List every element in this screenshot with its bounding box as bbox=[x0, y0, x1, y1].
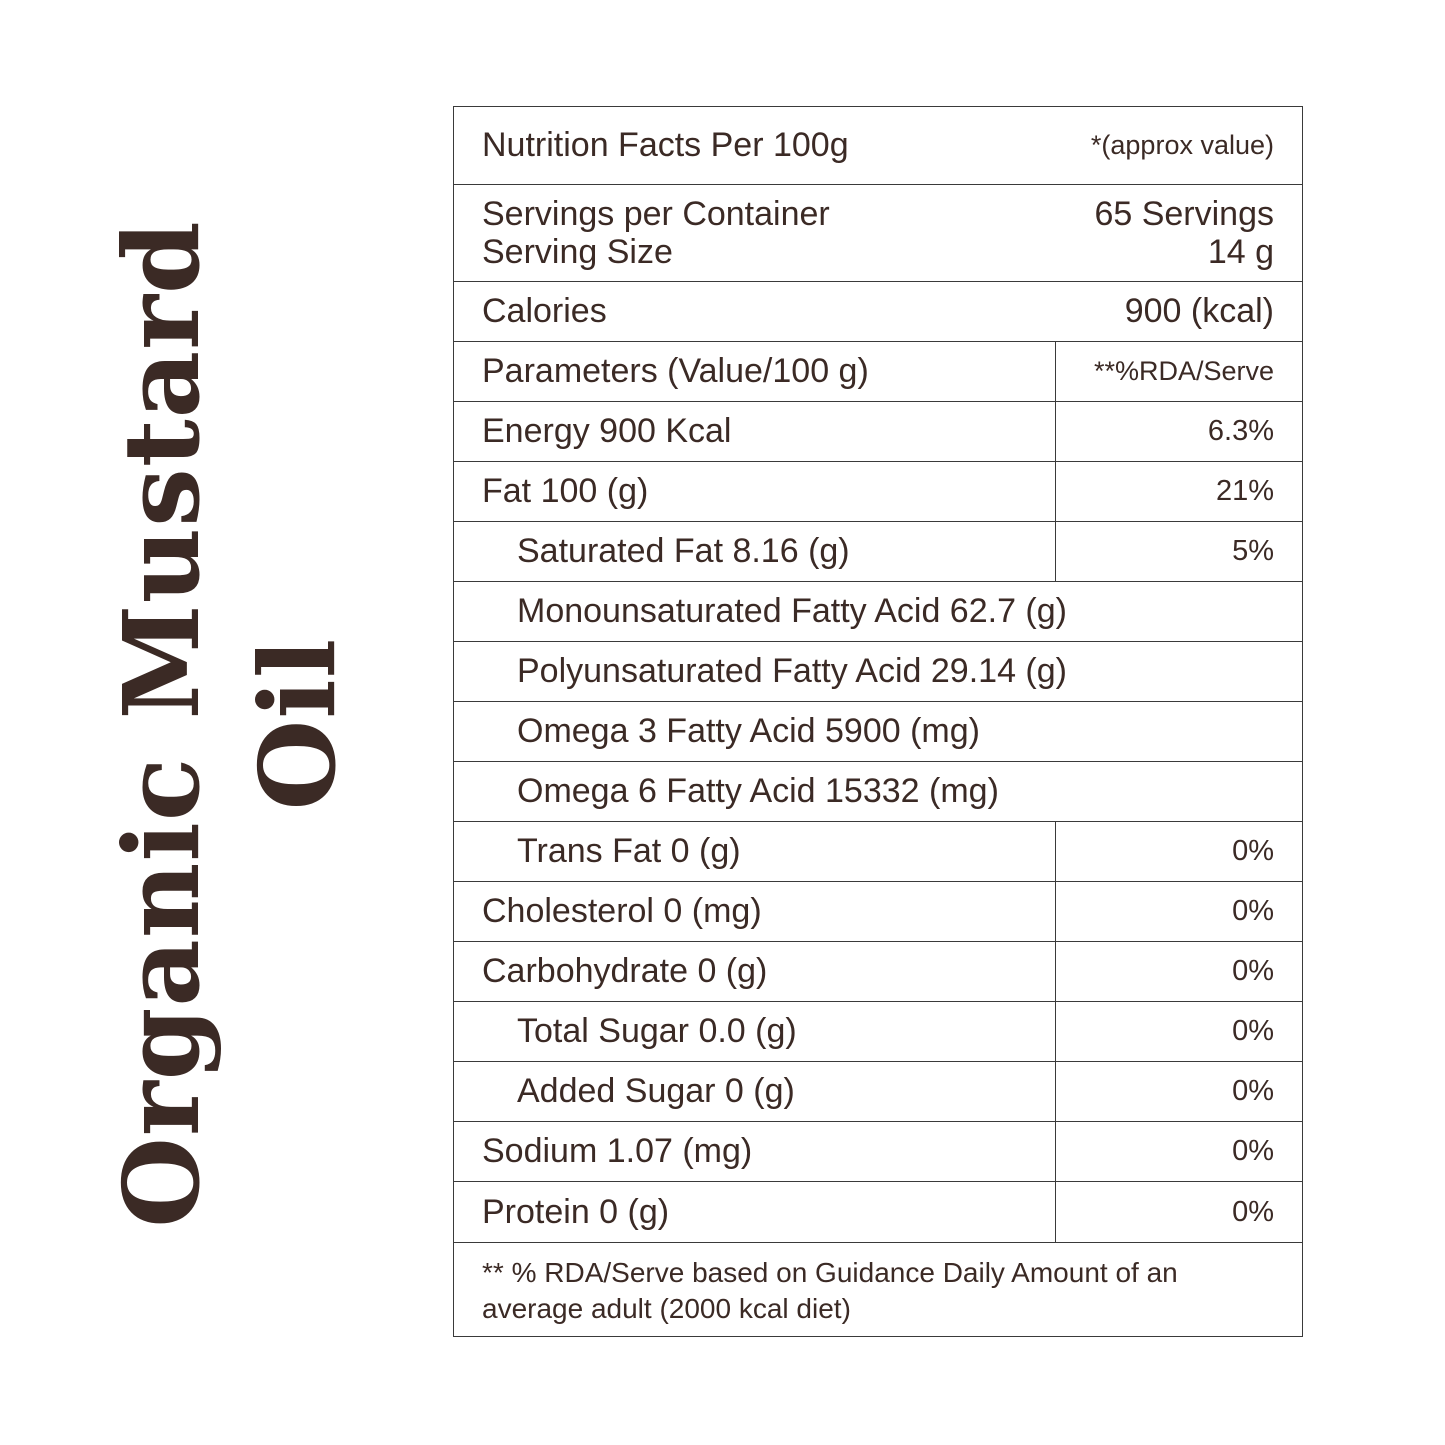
product-title bbox=[94, 124, 366, 1324]
table-row bbox=[454, 882, 1302, 942]
row-rda: 21% bbox=[1215, 475, 1274, 507]
row-label: Trans Fat 0 (g) bbox=[517, 832, 741, 870]
table-row bbox=[454, 642, 1302, 702]
table-row bbox=[454, 522, 1302, 582]
row-label: Protein 0 (g) bbox=[482, 1192, 670, 1231]
serving-size-value: 14 g bbox=[1207, 233, 1274, 271]
column-header-row bbox=[454, 342, 1302, 402]
row-rda: 0% bbox=[1232, 1135, 1274, 1167]
nutrition-heading: Nutrition Facts Per 100g bbox=[482, 126, 849, 164]
row-label: Total Sugar 0.0 (g) bbox=[517, 1012, 797, 1050]
row-rda: 0% bbox=[1232, 1195, 1274, 1228]
table-header-row bbox=[454, 107, 1302, 185]
column-divider bbox=[1055, 402, 1056, 461]
row-label: Omega 3 Fatty Acid 5900 (mg) bbox=[517, 712, 980, 750]
table-row bbox=[454, 762, 1302, 822]
row-rda: 0% bbox=[1232, 895, 1274, 927]
row-label: Sodium 1.07 (mg) bbox=[482, 1132, 753, 1170]
row-rda: 6.3% bbox=[1207, 415, 1274, 447]
table-row bbox=[454, 1182, 1302, 1243]
column-divider bbox=[1055, 1122, 1056, 1181]
servings-per-container-label: Servings per Container bbox=[482, 195, 830, 233]
row-rda: 0% bbox=[1232, 835, 1274, 867]
column-param-label: Parameters (Value/100 g) bbox=[482, 352, 869, 390]
calories-row bbox=[454, 282, 1302, 342]
row-rda: 0% bbox=[1232, 1015, 1274, 1047]
row-label: Omega 6 Fatty Acid 15332 (mg) bbox=[517, 772, 999, 810]
column-divider bbox=[1055, 1182, 1056, 1242]
table-row bbox=[454, 1002, 1302, 1062]
footnote-line1: ** % RDA/Serve based on Guidance Daily Amount of an bbox=[482, 1257, 1178, 1288]
table-row bbox=[454, 702, 1302, 762]
product-title-line1: Organic Mustard bbox=[100, 220, 223, 1228]
servings-per-container-value: 65 Servings bbox=[1094, 195, 1274, 233]
table-row bbox=[454, 1062, 1302, 1122]
row-label: Energy 900 Kcal bbox=[482, 412, 732, 450]
column-divider bbox=[1055, 882, 1056, 941]
servings-row bbox=[454, 185, 1302, 282]
column-rda-label: **%RDA/Serve bbox=[1093, 356, 1274, 386]
product-title-area bbox=[0, 0, 420, 1445]
column-divider bbox=[1055, 822, 1056, 881]
row-label: Added Sugar 0 (g) bbox=[517, 1072, 795, 1110]
column-divider bbox=[1055, 342, 1056, 401]
row-label: Fat 100 (g) bbox=[482, 472, 649, 510]
footnote bbox=[482, 1255, 1274, 1327]
row-label: Carbohydrate 0 (g) bbox=[482, 952, 768, 990]
column-divider bbox=[1055, 1002, 1056, 1061]
row-label: Monounsaturated Fatty Acid 62.7 (g) bbox=[517, 592, 1067, 630]
row-rda: 0% bbox=[1232, 955, 1274, 987]
row-rda: 0% bbox=[1232, 1075, 1274, 1107]
row-label: Cholesterol 0 (mg) bbox=[482, 892, 762, 930]
table-row bbox=[454, 942, 1302, 1002]
table-row bbox=[454, 582, 1302, 642]
footnote-line2: average adult (2000 kcal diet) bbox=[482, 1293, 851, 1324]
nutrition-table bbox=[453, 106, 1303, 1337]
table-row bbox=[454, 462, 1302, 522]
table-row bbox=[454, 822, 1302, 882]
column-divider bbox=[1055, 942, 1056, 1001]
table-row bbox=[454, 402, 1302, 462]
row-rda: 5% bbox=[1232, 535, 1274, 567]
table-row bbox=[454, 1122, 1302, 1182]
approx-note: *(approx value) bbox=[1090, 130, 1274, 160]
calories-label: Calories bbox=[482, 292, 607, 330]
serving-size-label: Serving Size bbox=[482, 233, 673, 271]
row-label: Saturated Fat 8.16 (g) bbox=[517, 532, 850, 570]
footnote-row bbox=[454, 1243, 1302, 1337]
column-divider bbox=[1055, 1062, 1056, 1121]
column-divider bbox=[1055, 462, 1056, 521]
calories-value: 900 (kcal) bbox=[1124, 292, 1274, 330]
column-divider bbox=[1055, 522, 1056, 581]
product-title-line2: Oil bbox=[236, 637, 359, 811]
row-label: Polyunsaturated Fatty Acid 29.14 (g) bbox=[517, 652, 1067, 690]
